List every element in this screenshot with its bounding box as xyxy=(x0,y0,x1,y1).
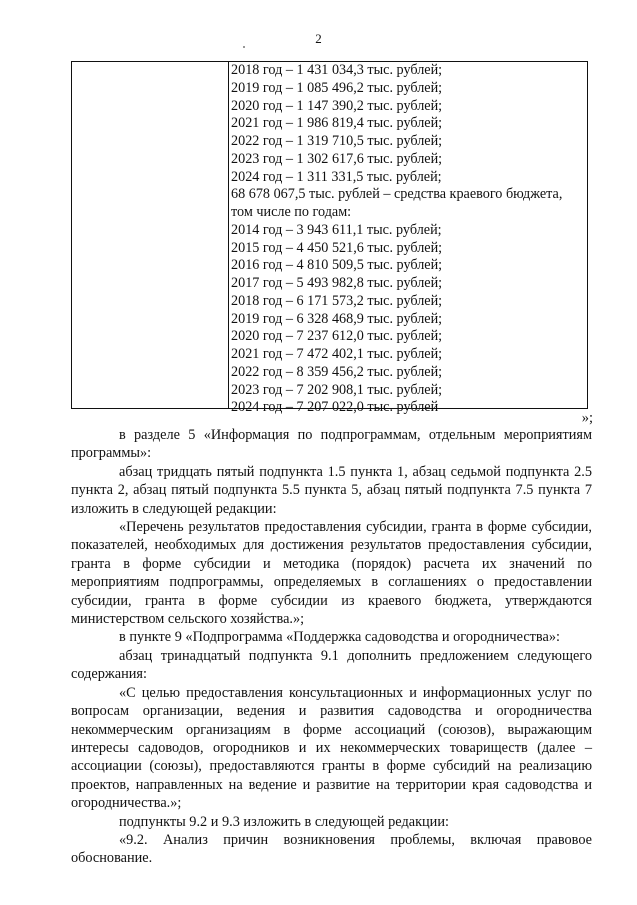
table-line: 2024 год – 1 311 331,5 тыс. рублей; xyxy=(231,168,442,185)
funding-table xyxy=(71,61,588,416)
page-number: 2 xyxy=(315,31,322,46)
table-line: 68 678 067,5 тыс. рублей – средства краевого бюджета, xyxy=(231,186,563,203)
table-line: 2021 год – 7 472 402,1 тыс. рублей; xyxy=(231,346,443,362)
paragraph-9-2-analysis: «9.2. Анализ причин возникновения проблемы, включая правовое обоснование. xyxy=(71,831,592,867)
closing-quote: »; xyxy=(581,410,593,426)
paragraph-grants: «С целью предоставления консультационных и информационных услуг по вопросам организации, ведения и развития садоводства и огородничества некоммерческим организациям в форме ассоциаций (союзов), выражающим интересы садоводов, огородников и их некоммерческих товариществ (далее – ассоциации (союзы), предоставляются гранты в форме субсидий на реализацию проектов, направленных на ведение и развитие на территории края садоводства и огородничества.»; xyxy=(71,684,592,812)
table-line: 2017 год – 5 493 982,8 тыс. рублей; xyxy=(231,275,443,291)
table-line: 2023 год – 1 302 617,6 тыс. рублей; xyxy=(231,150,443,167)
table-line: 2022 год – 1 319 710,5 тыс. рублей; xyxy=(231,133,443,149)
paragraph-results-list: «Перечень результатов предоставления субсидии, гранта в форме субсидии, показателей, необходимых для достижения результатов предоставления субсидии, гранта в форме субсидии и методика (порядок) расчета их значений по мероприятиям подпрограммы, определяемых в соглашениях о предоставлении субсидии, гранта в форме субсидии из краевого бюджета, утверждаются министерством сельского хозяйства.»; xyxy=(71,519,592,628)
paragraph-subclause-9-1: абзац тринадцатый подпункта 9.1 дополнить предложением следующего содержания: xyxy=(71,647,592,683)
table-line: 2021 год – 1 986 819,4 тыс. рублей; xyxy=(231,115,443,132)
table-line: 2019 год – 1 085 496,2 тыс. рублей; xyxy=(231,79,443,96)
paragraph-section-5: в разделе 5 «Информация по подпрограммам, отдельным мероприятиям программы»: xyxy=(71,427,592,462)
table-line: 2014 год – 3 943 611,1 тыс. рублей; xyxy=(231,221,442,238)
table-line: 2018 год – 1 431 034,3 тыс. рублей; xyxy=(231,62,443,78)
table-line: 2018 год – 6 171 573,2 тыс. рублей; xyxy=(231,292,443,309)
table-line: 2022 год – 8 359 456,2 тыс. рублей; xyxy=(231,363,443,380)
table-line: 2023 год – 7 202 908,1 тыс. рублей; xyxy=(231,381,443,398)
table-line: 2016 год – 4 810 509,5 тыс. рублей; xyxy=(231,257,443,274)
table-line: том числе по годам: xyxy=(231,204,352,220)
document-body xyxy=(71,426,592,868)
table-line: 2019 год – 6 328 468,9 тыс. рублей; xyxy=(231,310,443,327)
paragraph-9-2-9-3: подпункты 9.2 и 9.3 изложить в следующей редакции: xyxy=(119,813,449,830)
table-right-cell xyxy=(229,62,587,417)
table-line: 2024 год – 7 207 022,0 тыс. рублей xyxy=(231,399,439,416)
paragraph-point-9: в пункте 9 «Подпрограмма «Поддержка садоводства и огородничества»: xyxy=(119,629,560,646)
table-line: 2020 год – 7 237 612,0 тыс. рублей; xyxy=(231,328,443,345)
table-line: 2015 год – 4 450 521,6 тыс. рублей; xyxy=(231,239,443,256)
table-line: 2020 год – 1 147 390,2 тыс. рублей; xyxy=(231,97,443,114)
table-left-cell xyxy=(72,62,229,408)
scan-speck xyxy=(243,46,245,48)
paragraph-amend-clauses: абзац тридцать пятый подпункта 1.5 пункта 1, абзац седьмой подпункта 2.5 пункта 2, абзац пятый подпункта 5.5 пункта 5, абзац пятый подпункта 7.5 пункта 7 изложить в следующей редакции: xyxy=(71,463,592,517)
